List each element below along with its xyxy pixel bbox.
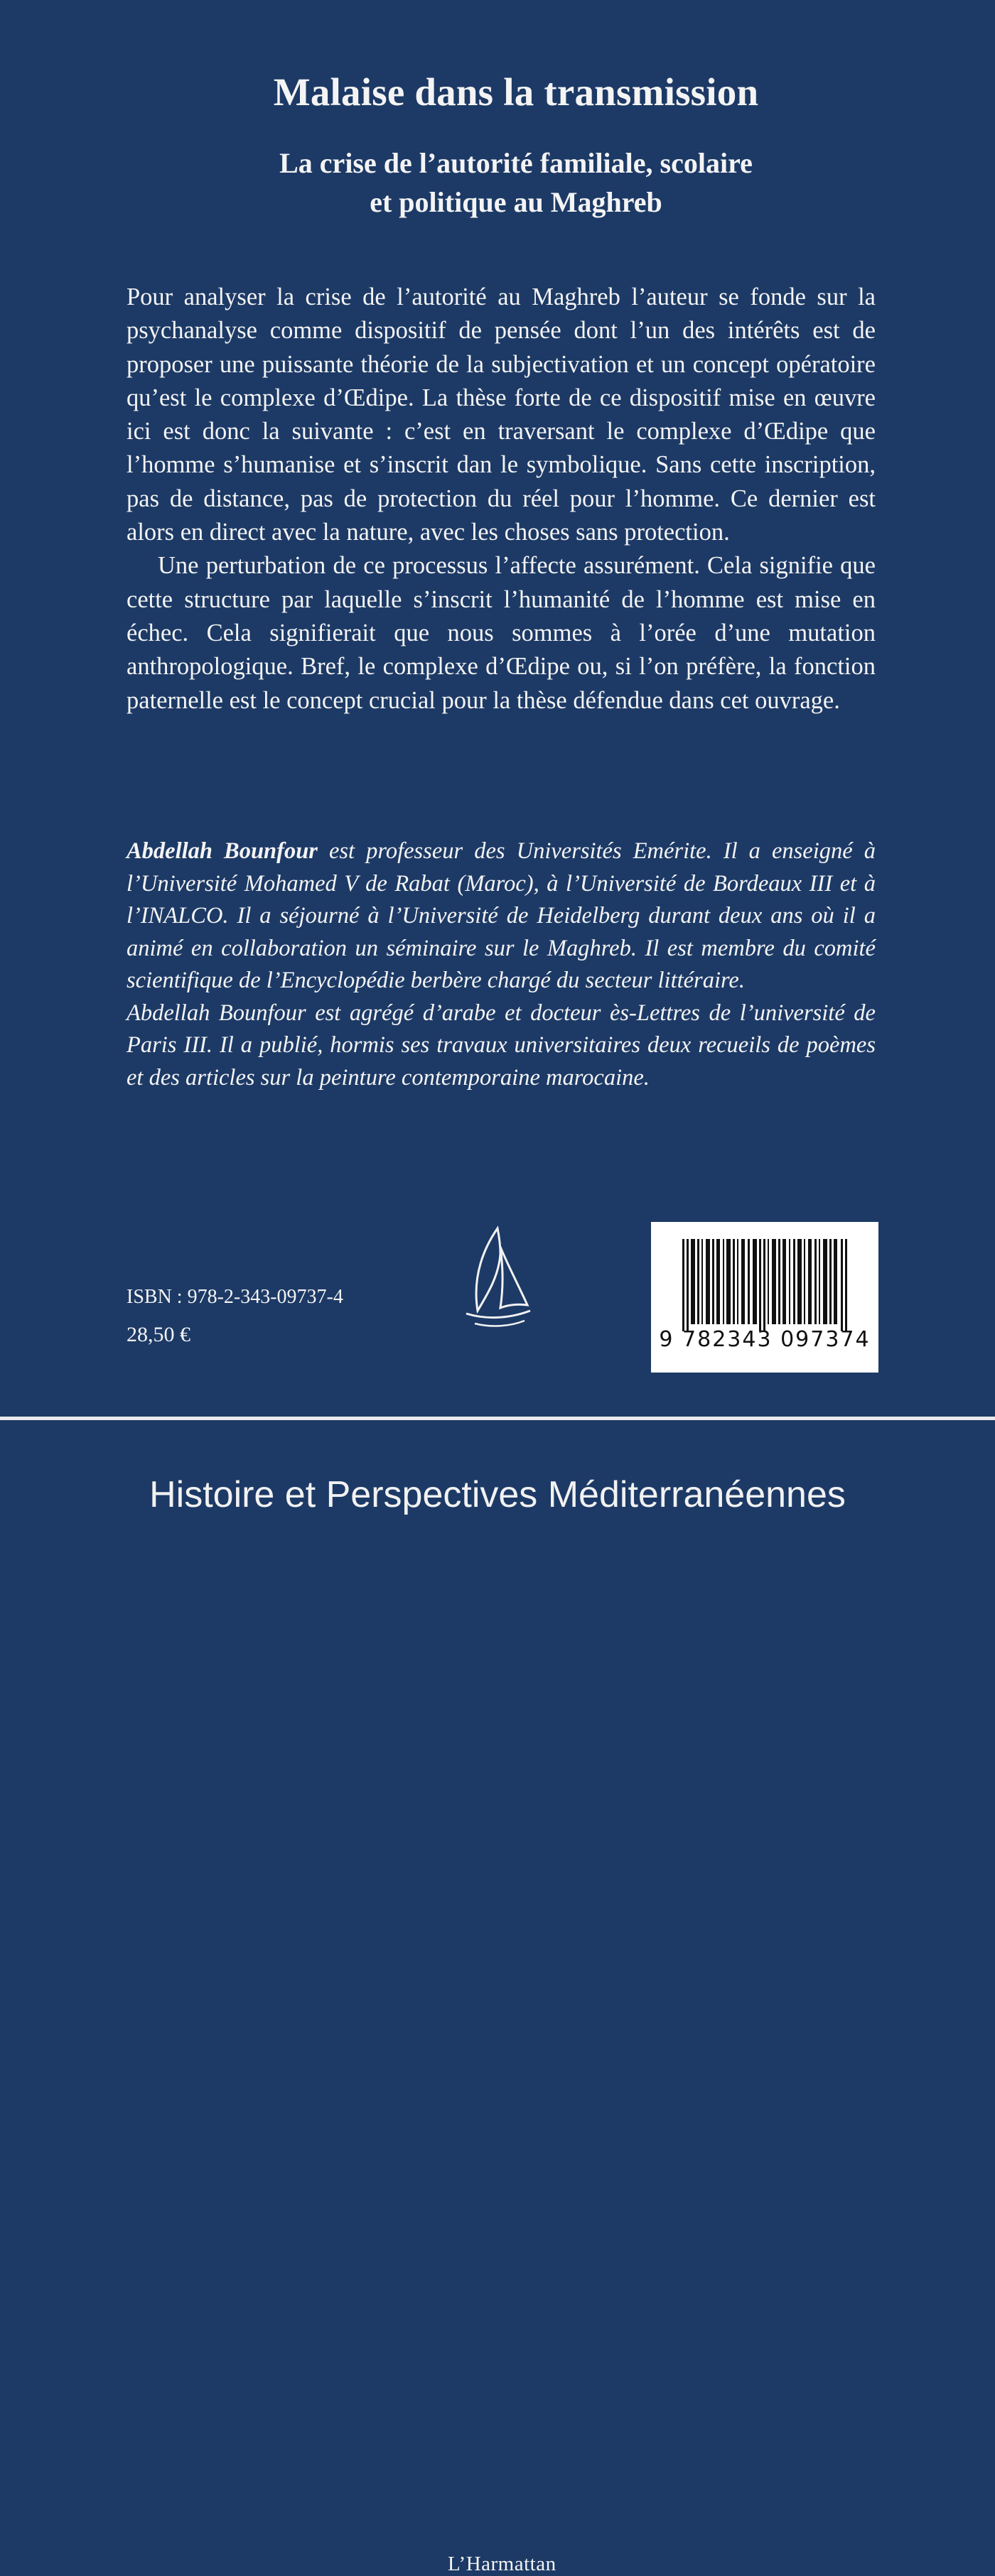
publisher-name: L’Harmattan [448,2553,556,2575]
bio-paragraph-1-text: est professeur des Universités Emérite. Il a enseigné à l’Université Mohamed V de Rabat (Maroc), à l’Université de Bordeaux III et à l’INALCO. Il a séjourné à l’Université de Heidelberg durant deux ans où il a animé en collaboration un séminaire sur le Maghreb. Il est membre du comité scientifique de l’Encyclopédie berbère chargé du secteur littéraire. [127,838,876,993]
divider-line [0,1417,995,1420]
book-title: Malaise dans la transmission [273,70,759,114]
collection-name: Histoire et Perspectives Méditerranéennes [149,1474,846,1515]
barcode-digits: 9 782343 097374 [659,1327,871,1352]
price: 28,50 € [127,1323,190,1346]
isbn: ISBN : 978-2-343-09737-4 [127,1286,343,1308]
book-subtitle [0,144,995,222]
subtitle-line-1: La crise de l’autorité familiale, scolaire [279,147,753,179]
summary-paragraph-1: Pour analyser la crise de l’autorité au Maghreb l’auteur se fonde sur la psychanalyse comme dispositif de pensée dont l’un des intérêts est de proposer une puissante théorie de la subjectivation et un concept opératoire qu’est le complexe d’Œdipe. La thèse forte de ce dispositif mise en œuvre ici est donc la suivante : c’est en traversant le complexe d’Œdipe que l’homme s’humanise et s’inscrit dan le symbolique. Sans cette inscription, pas de distance, pas de protection du réel pour l’homme. Ce dernier est alors en direct avec la nature, avec les choses sans protection. [127,283,876,546]
barcode [651,1222,878,1373]
bio-paragraph-2: Abdellah Bounfour est agrégé d’arabe et docteur ès-Lettres de l’université de Paris III. Il a publié, hormis ses travaux universitaires deux recueils de poèmes et des articles sur la peinture contemporaine marocaine. [127,1000,876,1091]
bio-paragraph-1 [127,835,876,997]
sailboat-logo-icon [456,1225,534,1332]
book-summary [127,281,876,718]
publisher-logo [448,1225,590,2575]
summary-paragraph-2: Une perturbation de ce processus l’affecte assurément. Cela signifie que cette structure par laquelle s’inscrit l’humanité de l’homme est mise en échec. Cela signifierait que nous sommes à l’orée d’une mutation anthropologique. Bref, le complexe d’Œdipe ou, si l’on préfère, la fonction paternelle est le concept crucial pour la thèse défendue dans cet ouvrage. [127,552,876,714]
subtitle-line-2: et politique au Maghreb [370,186,662,218]
author-name: Abdellah Bounfour [127,838,318,864]
author-bio [127,835,876,1094]
barcode-bars [682,1239,847,1331]
